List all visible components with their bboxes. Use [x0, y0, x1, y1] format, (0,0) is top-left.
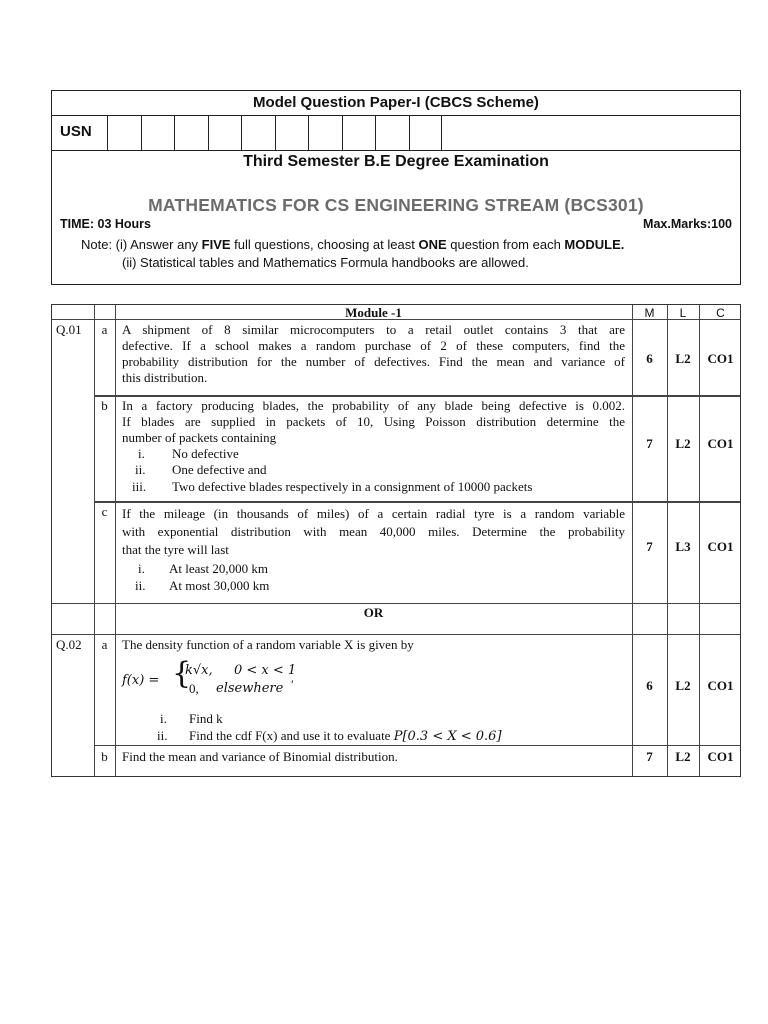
sub-item-text: Find k: [189, 711, 223, 726]
left-brace: {: [172, 656, 192, 691]
question-table: Module -1 M L C Q.01 a A shipment of 8 similar microcomputers to a retail outlet contains 3 that are defective. If a school makes a random purchase of 2 of these computers, find the probability distribution for the number of defectives. Find the mean and variance of this distribution. 6 L2 CO1 b In a factory producing blades, the probability of any blade being defective is 0.002. If blades are supplied in packets of 10, Using Poisson distribution determine the number of packets containing i. No defective ii. One defective and iii. Two defective blades respectively in a consignment of 10000 packets 7 L2 CO1 c If the mileage (in thousands of miles) of a certain radial tyre is a random variable with exponential distribution with mean 40,000 miles. Determine the probability that the tyre will last i. At least 20,000 km ii. At most 30,000 km 7 L3 CO1 OR Q.02 a The density function of a random variable X is given by f(x) = { k√x, 0 < x < 1 0, elsewhere ′ i. Find k ii. Find the cdf F(x) and use it to evaluate P[0.3 < X < 0.6] 6 L2 CO1 b Find the mean and variance of Binomial distribution. 7 L2 CO1: [51, 304, 741, 777]
usn-box[interactable]: [375, 115, 409, 151]
usn-box[interactable]: [275, 115, 309, 151]
row-divider: [52, 603, 740, 604]
sub-item-number: ii.: [157, 728, 168, 743]
sub-question-letter: a: [101, 637, 108, 652]
sub-item-number: iii.: [132, 479, 147, 494]
sub-item-number: i.: [138, 561, 145, 576]
question-number: Q.02: [56, 637, 82, 652]
sub-item-number: ii.: [135, 462, 146, 477]
subject-title: MATHEMATICS FOR CS ENGINEERING STREAM (BCS301): [148, 195, 644, 215]
usn-box[interactable]: [342, 115, 376, 151]
marks-value: 6: [646, 351, 653, 366]
max-marks: Max.Marks:100: [643, 217, 732, 231]
question-text: In a factory producing blades, the probability of any blade being defective is 0.002. If blades are supplied in packets of 10, Using Poisson distribution determine the number of packets containing: [122, 398, 625, 445]
marks-value: 6: [646, 678, 653, 693]
outcome-value: CO1: [707, 749, 734, 764]
question-text: The density function of a random variable X is given by: [122, 637, 414, 652]
col-divider: [94, 305, 95, 776]
usn-box[interactable]: [308, 115, 342, 151]
exam-duration: TIME: 03 Hours: [60, 217, 151, 231]
col-header-outcome: C: [716, 306, 725, 320]
sub-item-text: No defective: [172, 446, 239, 461]
marks-value: 7: [646, 539, 653, 554]
sub-item-text: At most 30,000 km: [169, 578, 270, 593]
row-divider: [94, 745, 740, 746]
row-divider: [94, 501, 740, 503]
sub-item-number: i.: [138, 446, 145, 461]
sub-question-letter: b: [101, 398, 108, 413]
sub-item-text: Two defective blades respectively in a consignment of 10000 packets: [172, 479, 533, 494]
note-line-1: Note: (i) Answer any FIVE full questions, choosing at least ONE question from each MODULE.: [81, 237, 625, 252]
usn-label: USN: [60, 123, 92, 140]
level-value: L2: [675, 749, 691, 764]
sub-item-text: One defective and: [172, 462, 267, 477]
col-header-marks: M: [644, 306, 655, 320]
sub-question-letter: c: [101, 504, 108, 519]
or-separator: OR: [363, 605, 384, 620]
marks-value: 7: [646, 436, 653, 451]
usn-boxes: [107, 115, 442, 151]
level-value: L2: [675, 678, 691, 693]
level-value: L2: [675, 351, 691, 366]
outcome-value: CO1: [707, 436, 734, 451]
usn-box[interactable]: [174, 115, 208, 151]
level-value: L3: [675, 539, 691, 554]
outcome-value: CO1: [707, 678, 734, 693]
usn-box[interactable]: [208, 115, 242, 151]
sub-item-number: i.: [160, 711, 167, 726]
exam-title: Third Semester B.E Degree Examination: [243, 153, 549, 170]
sub-item-text: At least 20,000 km: [169, 561, 268, 576]
question-text: A shipment of 8 similar microcomputers to a retail outlet contains 3 that are defective. If a school makes a random purchase of 2 of these computers, find the probability distribution for the number of defectives. Find the mean and variance of this distribution.: [122, 322, 625, 385]
question-text: Find the mean and variance of Binomial distribution.: [122, 749, 398, 764]
usn-box[interactable]: [141, 115, 175, 151]
question-number: Q.01: [56, 322, 82, 337]
exam-header: [51, 90, 741, 285]
sub-item-number: ii.: [135, 578, 146, 593]
outcome-value: CO1: [707, 539, 734, 554]
note-line-2: (ii) Statistical tables and Mathematics Formula handbooks are allowed.: [122, 255, 529, 270]
marks-value: 7: [646, 749, 653, 764]
sub-item-text: Find the cdf F(x) and use it to evaluate P[0.3 < X < 0.6]: [189, 728, 502, 744]
row-divider: [52, 634, 740, 635]
row-divider: [94, 395, 740, 397]
level-value: L2: [675, 436, 691, 451]
usn-box[interactable]: [409, 115, 443, 151]
usn-row: [52, 115, 740, 151]
col-divider: [115, 305, 116, 776]
module-heading: Module -1: [345, 305, 402, 320]
usn-box[interactable]: [107, 115, 141, 151]
sub-question-letter: b: [101, 749, 108, 764]
col-header-level: L: [679, 306, 687, 320]
sub-question-letter: a: [101, 322, 108, 337]
question-text: If the mileage (in thousands of miles) of a certain radial tyre is a random variable with exponential distribution with mean 40,000 miles. Determine the probability that the tyre will last: [122, 506, 625, 557]
paper-title: Model Question Paper-I (CBCS Scheme): [253, 94, 539, 111]
outcome-value: CO1: [707, 351, 734, 366]
usn-box[interactable]: [241, 115, 275, 151]
